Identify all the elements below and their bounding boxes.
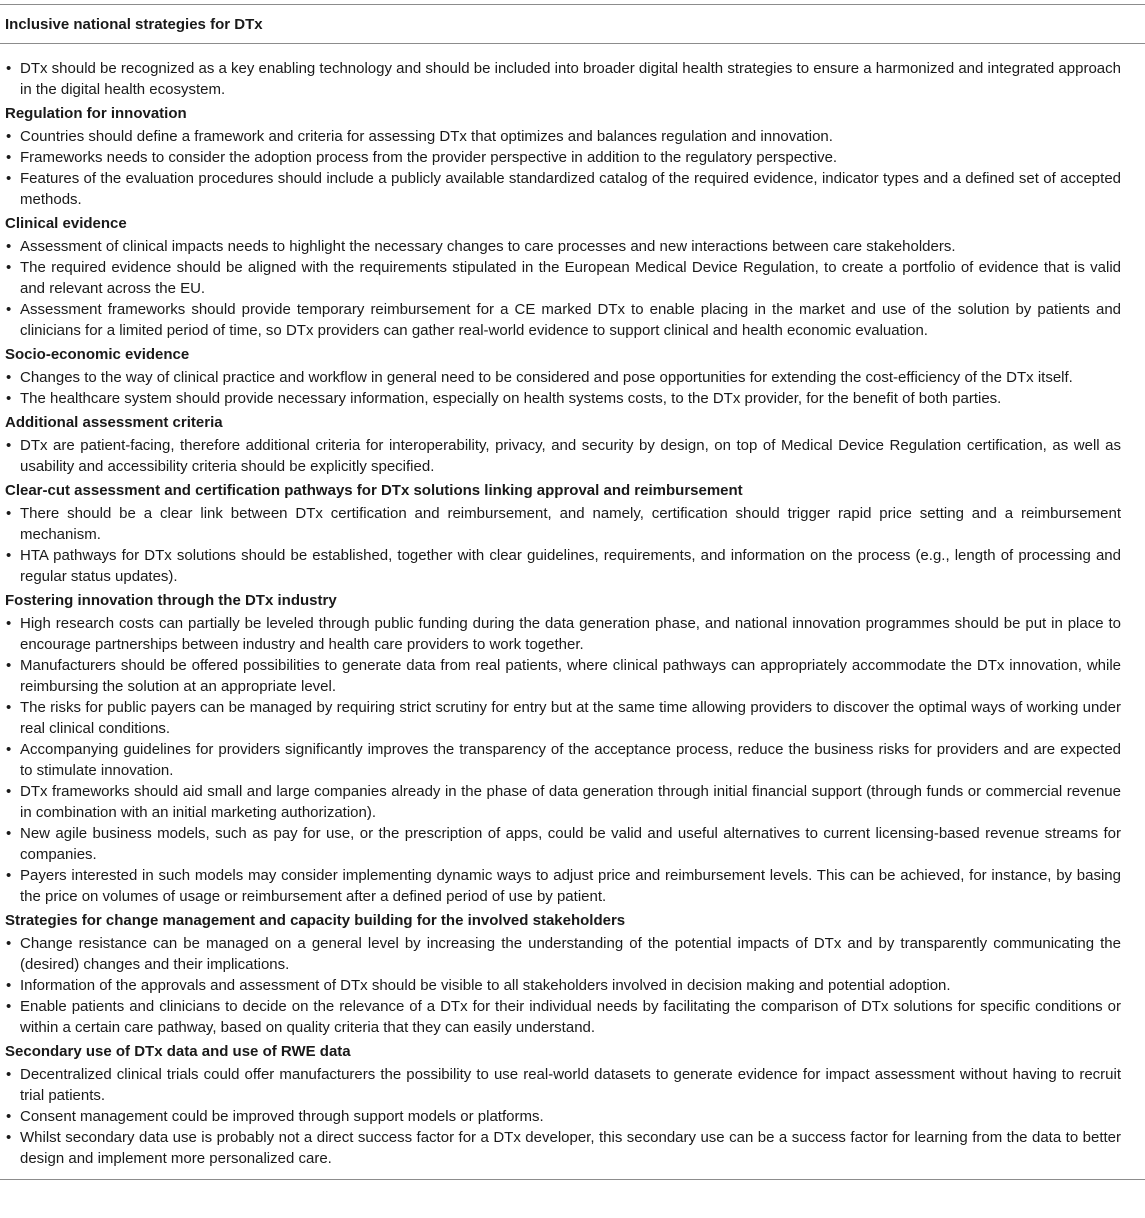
bullet-item: • HTA pathways for DTx solutions should be established, together with clear guidelines, requirements, and information on the process (e.g., length of processing and regular status updates). bbox=[0, 545, 1145, 587]
section-heading: Regulation for innovation bbox=[5, 105, 187, 122]
bullet-item: • Whilst secondary data use is probably not a direct success factor for a DTx developer, this secondary use can be a success factor for learning from the data to better design and implement more personalized care. bbox=[0, 1127, 1145, 1169]
bullet-list bbox=[0, 58, 1145, 100]
bullet-item: • The required evidence should be aligned with the requirements stipulated in the European Medical Device Regulation, to create a portfolio of evidence that is valid and relevant across the EU. bbox=[0, 257, 1145, 299]
bullet-list bbox=[0, 367, 1145, 409]
section-heading: Additional assessment criteria bbox=[5, 414, 223, 431]
bullet-item: • Changes to the way of clinical practice and workflow in general need to be considered and pose opportunities for extending the cost-efficiency of the DTx itself. bbox=[0, 367, 1145, 388]
bullet-item: • Information of the approvals and assessment of DTx should be visible to all stakeholders involved in decision making and potential adoption. bbox=[0, 975, 1145, 996]
table-body bbox=[0, 58, 1145, 1169]
table-title: Inclusive national strategies for DTx bbox=[5, 16, 263, 33]
bullet-item: • Payers interested in such models may consider implementing dynamic ways to adjust price and reimbursement levels. This can be achieved, for instance, by basing the price on volumes of usage or reimbursement after a defined period of use by patient. bbox=[0, 865, 1145, 907]
bullet-item: • Accompanying guidelines for providers significantly improves the transparency of the acceptance process, reduce the business risks for providers and are expected to stimulate innovation. bbox=[0, 739, 1145, 781]
bullet-item: • Features of the evaluation procedures should include a publicly available standardized catalog of the required evidence, indicator types and a defined set of accepted methods. bbox=[0, 168, 1145, 210]
table-section bbox=[0, 413, 1145, 477]
bullet-item: • Assessment of clinical impacts needs to highlight the necessary changes to care processes and new interactions between care stakeholders. bbox=[0, 236, 1145, 257]
bullet-item: • Consent management could be improved through support models or platforms. bbox=[0, 1106, 1145, 1127]
table-section bbox=[0, 591, 1145, 907]
bullet-item: • DTx frameworks should aid small and large companies already in the phase of data generation through initial financial support (through funds or commercial revenue in combination with an initial marketing authorization). bbox=[0, 781, 1145, 823]
section-heading: Clinical evidence bbox=[5, 215, 127, 232]
table-section bbox=[0, 911, 1145, 1038]
title-rule bbox=[0, 43, 1145, 44]
bullet-item: • Change resistance can be managed on a general level by increasing the understanding of the potential impacts of DTx and by transparently communicating the (desired) changes and their implications. bbox=[0, 933, 1145, 975]
bullet-list bbox=[0, 435, 1145, 477]
table-section bbox=[0, 481, 1145, 587]
bullet-item: • The risks for public payers can be managed by requiring strict scrutiny for entry but at the same time allowing providers to discover the optimal ways of working under real clinical conditions. bbox=[0, 697, 1145, 739]
table-section bbox=[0, 1042, 1145, 1169]
section-heading: Clear-cut assessment and certification pathways for DTx solutions linking approval and reimbursement bbox=[5, 482, 743, 499]
bullet-item: • The healthcare system should provide necessary information, especially on health systems costs, to the DTx provider, for the benefit of both parties. bbox=[0, 388, 1145, 409]
bullet-list bbox=[0, 503, 1145, 587]
bullet-list bbox=[0, 613, 1145, 907]
table-section bbox=[0, 104, 1145, 210]
table-section bbox=[0, 345, 1145, 409]
bullet-list bbox=[0, 933, 1145, 1038]
table-section bbox=[0, 214, 1145, 341]
bullet-item: • Enable patients and clinicians to decide on the relevance of a DTx for their individual needs by facilitating the comparison of DTx solutions for specific conditions or within a certain care pathway, based on quality criteria that they can easily understand. bbox=[0, 996, 1145, 1038]
bullet-item: • DTx are patient-facing, therefore additional criteria for interoperability, privacy, and security by design, on top of Medical Device Regulation certification, as well as usability and accessibility criteria should be explicitly specified. bbox=[0, 435, 1145, 477]
bullet-item: • There should be a clear link between DTx certification and reimbursement, and namely, certification should trigger rapid price setting and a reimbursement mechanism. bbox=[0, 503, 1145, 545]
bullet-item: • Frameworks needs to consider the adoption process from the provider perspective in addition to the regulatory perspective. bbox=[0, 147, 1145, 168]
bullet-list bbox=[0, 1064, 1145, 1169]
section-heading: Secondary use of DTx data and use of RWE data bbox=[5, 1043, 351, 1060]
bullet-item: • Manufacturers should be offered possibilities to generate data from real patients, where clinical pathways can appropriately accommodate the DTx innovation, while reimbursing the solution at an appropriate level. bbox=[0, 655, 1145, 697]
bullet-item: • New agile business models, such as pay for use, or the prescription of apps, could be valid and useful alternatives to current licensing-based revenue streams for companies. bbox=[0, 823, 1145, 865]
bullet-list bbox=[0, 236, 1145, 341]
section-heading: Strategies for change management and capacity building for the involved stakeholders bbox=[5, 912, 626, 929]
bullet-item: • Assessment frameworks should provide temporary reimbursement for a CE marked DTx to enable placing in the market and use of the solution by patients and clinicians for a limited period of time, so DTx providers can gather real-world evidence to support clinical and health economic evaluation. bbox=[0, 299, 1145, 341]
bullet-item: • DTx should be recognized as a key enabling technology and should be included into broader digital health strategies to ensure a harmonized and integrated approach in the digital health ecosystem. bbox=[0, 58, 1145, 100]
bullet-item: • High research costs can partially be leveled through public funding during the data generation phase, and national innovation programmes should be put in place to encourage partnerships between industry and health care providers to work together. bbox=[0, 613, 1145, 655]
bullet-item: • Decentralized clinical trials could offer manufacturers the possibility to use real-world datasets to generate evidence for impact assessment without having to recruit trial patients. bbox=[0, 1064, 1145, 1106]
table-bottom-rule bbox=[0, 1179, 1145, 1180]
bullet-item: • Countries should define a framework and criteria for assessing DTx that optimizes and balances regulation and innovation. bbox=[0, 126, 1145, 147]
section-heading: Socio-economic evidence bbox=[5, 346, 190, 363]
bullet-list bbox=[0, 126, 1145, 210]
section-heading: Fostering innovation through the DTx industry bbox=[5, 592, 337, 609]
table-section bbox=[0, 58, 1145, 100]
